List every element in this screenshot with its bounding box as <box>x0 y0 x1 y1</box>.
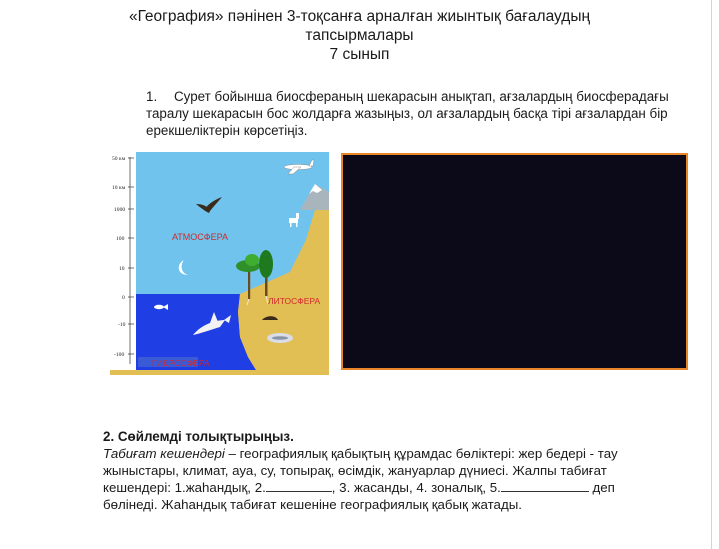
scale-label: 0 <box>122 295 125 301</box>
hydrosphere-label: ГИДРОСФЕРА <box>152 358 210 368</box>
question-2-heading: 2. Сөйлемді толықтырыңыз. <box>103 429 294 444</box>
scale-label: -100 <box>114 352 125 358</box>
question-1-text: Сурет бойынша биосфераның шекарасын анықтап, ағзалардың биосферадағы таралу шекарасын бос жолдарға жазыңыз, ол ағзалардың басқа тірі ағзалардан бір ерекшеліктерін көрсетіңіз. <box>146 89 669 138</box>
answer-blank-5[interactable] <box>501 480 589 492</box>
scale-label: 10 <box>119 266 125 272</box>
scale-label: 100 <box>116 236 125 242</box>
term-nature-complexes: Табиғат кешендері <box>103 446 225 461</box>
document-title-line2: тапсырмалары <box>305 27 414 44</box>
mouth-icon <box>267 333 293 343</box>
biosphere-figure <box>110 152 329 375</box>
question-2-text-part2: , 3. жасанды, 4. зоналық, 5. <box>331 480 501 495</box>
scale-label: 1000 <box>114 207 126 213</box>
scale-label: 50 км <box>112 156 126 162</box>
question-2-text-part1: – географиялық қабықтың құрамдас бөліктері: жер бедері - тау жыныстары, климат, ауа, су, топырақ, өсімдік, жануарлар дүниесі. Жалпы табиғат кешендері: 1.жаһандық, 2. <box>103 446 618 495</box>
scale-label: 10 км <box>112 185 126 191</box>
lithosphere-label: ЛИТОСФЕРА <box>268 296 321 306</box>
question-2-text <box>103 445 663 513</box>
document-title: «География» пәнінен 3-тоқсанға арналған жиынтық бағалаудың <box>128 8 591 25</box>
question-1 <box>146 88 686 139</box>
grade-label: 7 сынып <box>329 46 390 63</box>
question-2-text-part3: деп бөлінеді. Жаһандық табиғат кешеніне географиялық қабық жатады. <box>103 480 615 512</box>
answer-blank-2[interactable] <box>266 480 332 492</box>
answer-panel <box>341 153 688 370</box>
question-1-number: 1. <box>146 89 158 104</box>
page-edge-line <box>711 0 712 549</box>
scale-label: -10 <box>118 322 126 328</box>
atmosphere-label: АТМОСФЕРА <box>172 232 229 242</box>
